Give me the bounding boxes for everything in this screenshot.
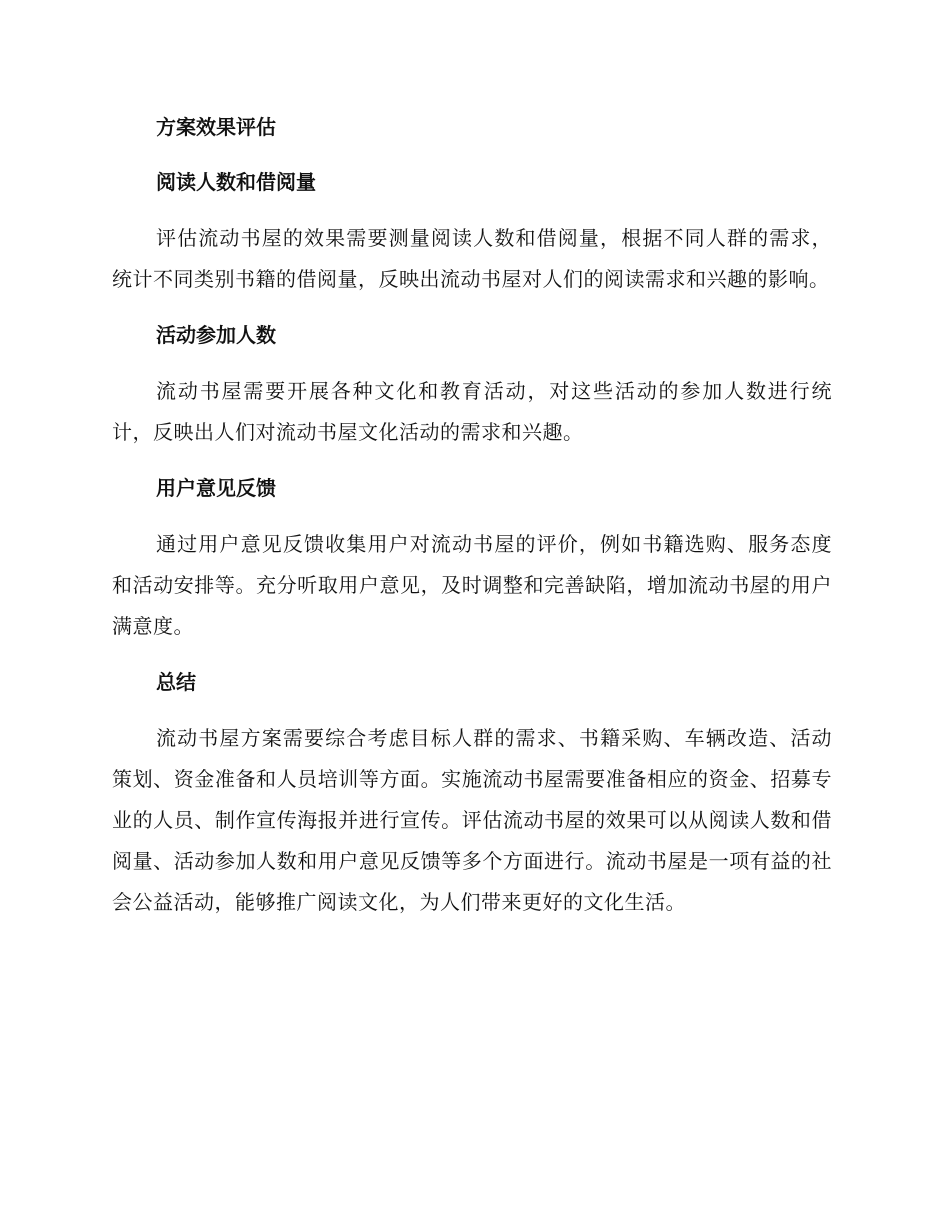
main-heading: 方案效果评估 (156, 115, 276, 139)
spacer (112, 300, 832, 316)
spacer (112, 507, 832, 524)
spacer (112, 647, 832, 663)
section-heading-summary: 总结 (156, 670, 196, 694)
spacer (112, 701, 832, 718)
spacer (112, 201, 832, 218)
section-body-summary: 流动书屋方案需要综合考虑目标人群的需求、书籍采购、车辆改造、活动策划、资金准备和人员培训等方面。实施流动书屋需要准备相应的资金、招募专业的人员、制作宣传海报并进行宣传。评估流动书屋的效果可以从阅读人数和借阅量、活动参加人数和用户意见反馈等多个方面进行。流动书屋是一项有益的社会公益活动，能够推广阅读文化，为人们带来更好的文化生活。 (112, 726, 832, 914)
section-heading-activity: 活动参加人数 (156, 323, 276, 347)
spacer (112, 453, 832, 469)
section-body-activity: 流动书屋需要开展各种文化和教育活动，对这些活动的参加人数进行统计，反映出人们对流动书屋文化活动的需求和兴趣。 (112, 379, 832, 444)
section-body-feedback: 通过用户意见反馈收集用户对流动书屋的评价，例如书籍选购、服务态度和活动安排等。充分听取用户意见，及时调整和完善缺陷，增加流动书屋的用户满意度。 (112, 532, 832, 638)
spacer (112, 146, 832, 163)
section-body-reading: 评估流动书屋的效果需要测量阅读人数和借阅量，根据不同人群的需求，统计不同类别书籍的借阅量，反映出流动书屋对人们的阅读需求和兴趣的影响。 (112, 226, 832, 291)
section-heading-feedback: 用户意见反馈 (156, 476, 276, 500)
spacer (112, 354, 832, 371)
document-content (112, 108, 832, 923)
section-heading-reading: 阅读人数和借阅量 (156, 170, 316, 194)
